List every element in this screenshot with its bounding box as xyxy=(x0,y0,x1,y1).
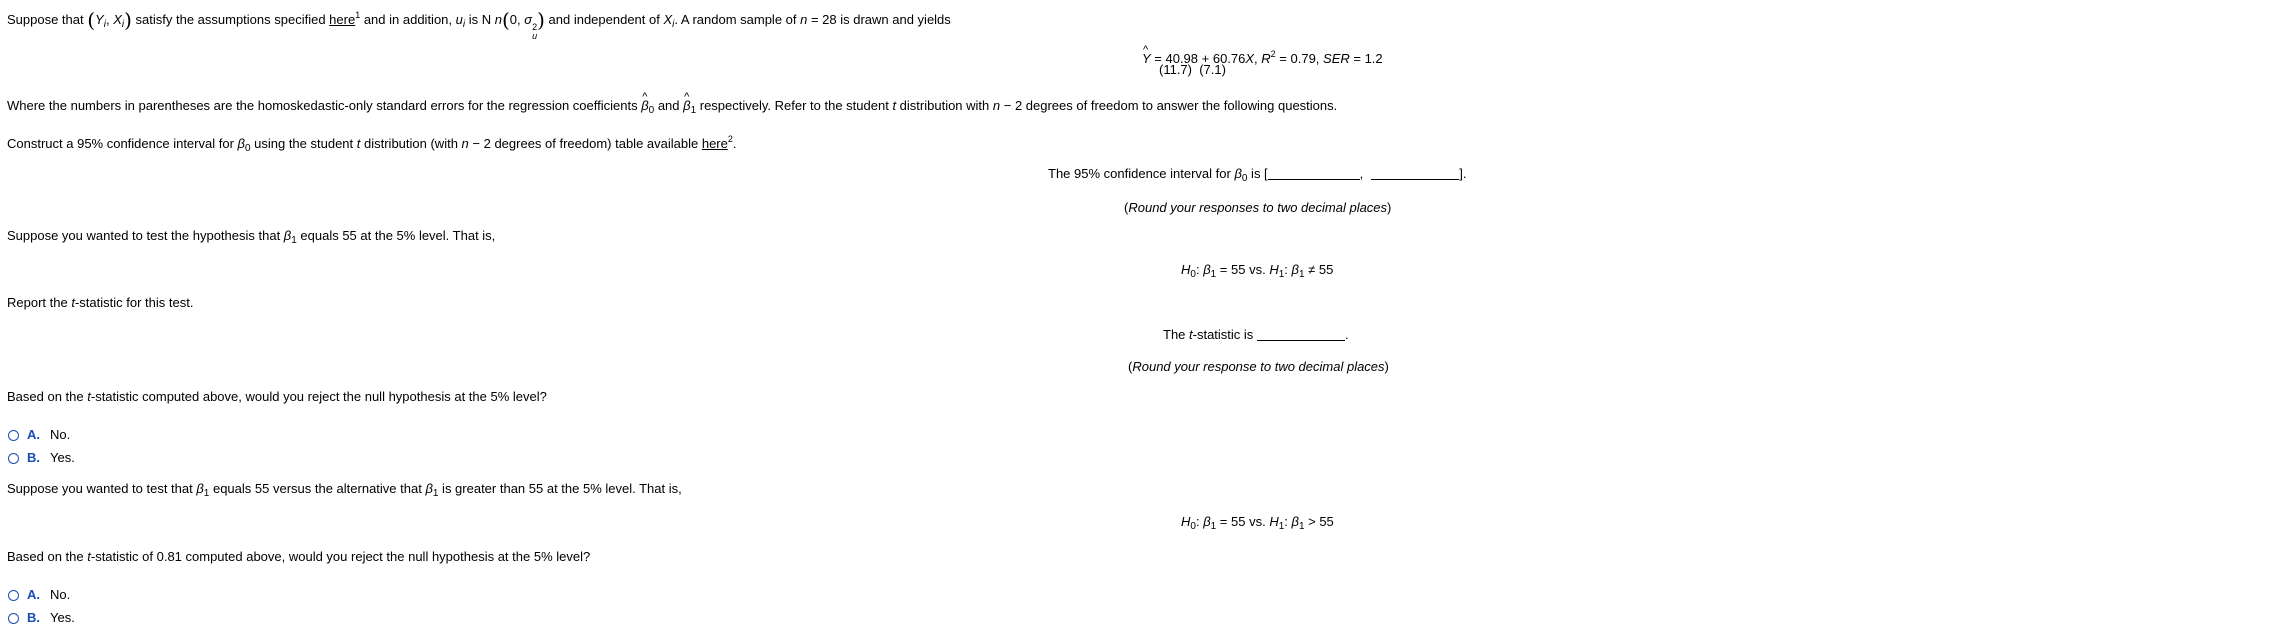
tstat-rounding-note: (Round your response to two decimal places) xyxy=(1128,359,1389,374)
reject-question-1: Based on the t-statistic computed above, would you reject the null hypothesis at the 5% level? xyxy=(7,389,547,404)
here-link-1[interactable]: here xyxy=(329,12,356,27)
ci-lower-input[interactable] xyxy=(1268,167,1360,180)
hypothesis-1: $H_0$: $\beta_1 = 55$ vs. $H_1$: $\beta_1 \ne 55$ xyxy=(1181,262,1334,280)
option-b-2[interactable]: B. Yes. xyxy=(8,609,75,627)
radio-button[interactable] xyxy=(8,613,19,624)
intro-text: Suppose that ($Y_i$, $X_i$) satisfy the assumptions specified here$^1$ and in addition, $u_i$ is N n(0, σ 2 u ) and independent of $X_i$. A random sample of n = 28 is drawn and yields xyxy=(7,8,951,41)
radio-button[interactable] xyxy=(8,590,19,601)
standard-errors: (11.7) (7.1) xyxy=(1159,62,1226,77)
tstat-input[interactable] xyxy=(1257,328,1345,341)
hypothesis-question-2: Suppose you wanted to test that $\beta_1$ equals 55 versus the alternative that $\beta_1$ is greater than 55 at the 5% level. That is, xyxy=(7,481,682,499)
ci-upper-input[interactable] xyxy=(1371,167,1459,180)
option-a-2[interactable]: A. No. xyxy=(8,586,70,604)
hypothesis-question-1: Suppose you wanted to test the hypothesis that $\beta_1$ equals 55 at the 5% level. That is, xyxy=(7,228,496,246)
where-text: Where the numbers in parentheses are the homoskedastic-only standard errors for the regression coefficients ^ $\beta_0$ and ^ $\beta_1$ respectively. Refer to the student t distribution with n − 2 degrees of freedom to answer the following questions. xyxy=(7,97,1337,120)
radio-button[interactable] xyxy=(8,430,19,441)
construct-question: Construct a 95% confidence interval for $\beta_0$ using the student t distribution (with n − 2 degrees of freedom) table available here$^2$. xyxy=(7,134,737,154)
reject-question-2: Based on the t-statistic of 0.81 computed above, would you reject the null hypothesis at the 5% level? xyxy=(7,549,591,564)
option-a-1[interactable]: A. No. xyxy=(8,426,70,444)
radio-button[interactable] xyxy=(8,453,19,464)
report-question: Report the t-statistic for this test. xyxy=(7,295,194,310)
option-b-1[interactable]: B. Yes. xyxy=(8,449,75,467)
hypothesis-2: $H_0$: $\beta_1 = 55$ vs. $H_1$: $\beta_1 > 55$ xyxy=(1181,514,1334,532)
ci-answer-row: The 95% confidence interval for $\beta_0$ is [ , ]. xyxy=(1048,166,1467,184)
here-link-2[interactable]: here xyxy=(701,136,728,151)
regression-equation: ^ Y = 40.98 + 60.76X, $R^2 = 0.79$, SER = 1.2 xyxy=(1142,45,1383,68)
ci-rounding-note: (Round your responses to two decimal places) xyxy=(1124,200,1392,215)
tstat-answer-row: The t-statistic is . xyxy=(1163,327,1349,342)
